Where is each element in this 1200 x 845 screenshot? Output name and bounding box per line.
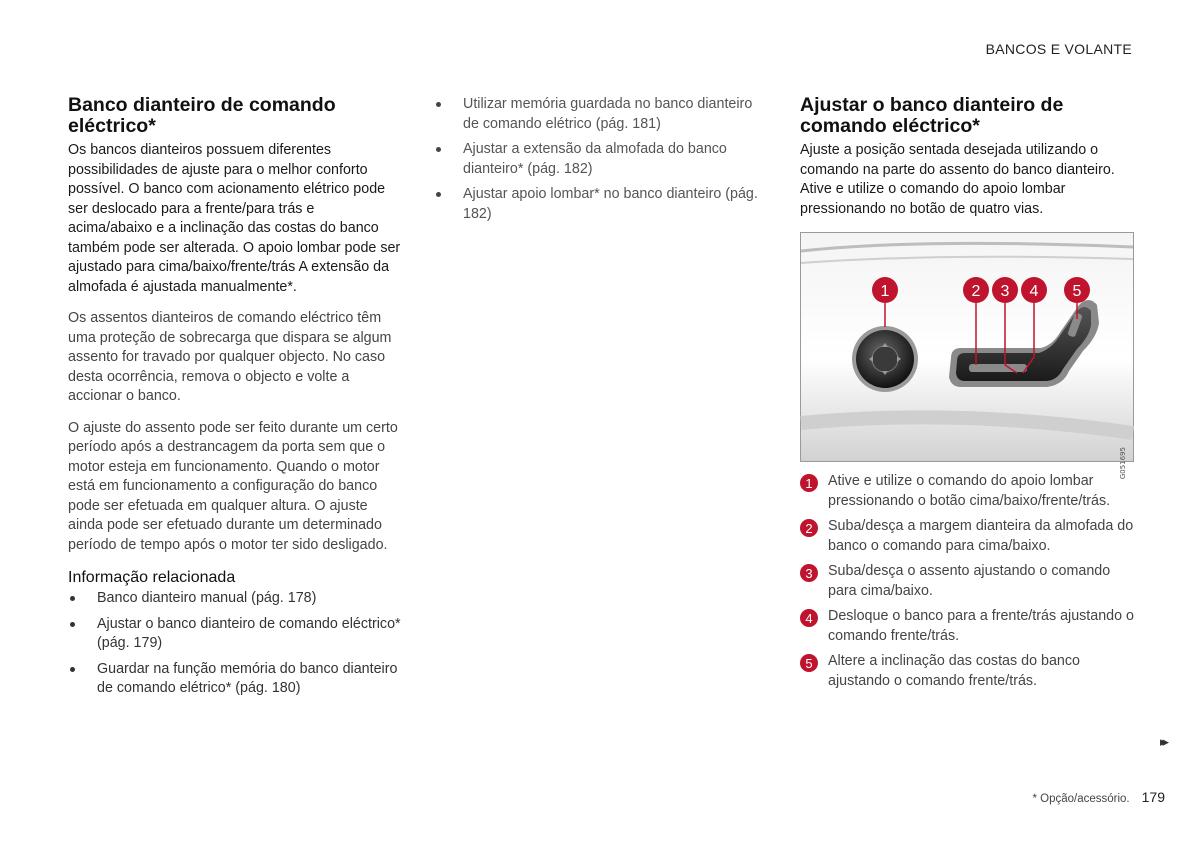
callout-3	[992, 277, 1018, 303]
related-info-list-continued	[434, 95, 770, 224]
middle-column	[434, 95, 770, 230]
related-link[interactable]: Guardar na função memória do banco dianteiro de comando elétrico* (pág. 180)	[68, 660, 402, 699]
related-info-heading: Informação relacionada	[68, 569, 236, 586]
section-title: Banco dianteiro de comando eléctrico*	[68, 94, 336, 137]
svg-text:5: 5	[1072, 283, 1082, 300]
callout-5	[1064, 277, 1090, 303]
intro-paragraph: Os bancos dianteiros possuem diferentes possibilidades de ajuste para o melhor conforto possível. O banco com acionamento elétrico pode ser deslocado para a frente/para trás e acima/abaixo e a inclinação das costas do banco também pode ser alterada. O apoio lombar pode ser ajustado para cima/baixo/frente/trás A extensão da almofada é ajustada manualmente*.	[68, 142, 401, 295]
right-column	[800, 95, 1134, 697]
bullet-icon	[436, 147, 441, 152]
adjust-seat-title: Ajustar o banco dianteiro de comando eléctrico*	[800, 94, 1064, 137]
number-1-icon	[800, 474, 818, 492]
related-link[interactable]: Ajustar apoio lombar* no banco dianteiro (pág. 182)	[434, 185, 770, 224]
svg-text:4: 4	[805, 611, 813, 626]
svg-text:3: 3	[1000, 283, 1010, 300]
overload-paragraph: Os assentos dianteiros de comando eléctrico têm uma proteção de sobrecarga que dispara se algum assento for travado por qualquer objecto. No caso desta ocorrência, remova o objecto e volte a accionar o banco.	[68, 310, 392, 404]
svg-text:4: 4	[1029, 283, 1039, 300]
step-item: 4 Desloque o banco para a frente/trás ajustando o comando frente/trás.	[800, 607, 1134, 646]
number-4-icon	[800, 609, 818, 627]
double-arrow-right-icon[interactable]: ▸▸	[1159, 734, 1165, 749]
step-item: 5 Altere a inclinação das costas do banco ajustando o comando frente/trás.	[800, 652, 1134, 691]
svg-text:1: 1	[880, 283, 890, 300]
callout-4	[1021, 277, 1047, 303]
callout-1	[872, 277, 898, 303]
seat-controls-illustration	[800, 232, 1134, 480]
related-link[interactable]: Ajustar a extensão da almofada do banco dianteiro* (pág. 182)	[434, 140, 770, 179]
related-link[interactable]: Ajustar o banco dianteiro de comando eléctrico* (pág. 179)	[68, 615, 402, 654]
bullet-icon	[436, 192, 441, 197]
step-item: 3 Suba/desça o assento ajustando o comando para cima/baixo.	[800, 562, 1134, 601]
adjustment-steps-list	[800, 472, 1134, 691]
number-2-icon	[800, 519, 818, 537]
related-link[interactable]: Banco dianteiro manual (pág. 178)	[68, 589, 402, 609]
step-item: 1 Ative e utilize o comando do apoio lombar pressionando o botão cima/baixo/frente/trás.	[800, 472, 1134, 511]
svg-text:2: 2	[805, 521, 813, 536]
page-footer	[1032, 789, 1165, 805]
left-column	[68, 95, 402, 705]
related-info-list	[68, 589, 402, 699]
section-header: BANCOS E VOLANTE	[985, 41, 1132, 57]
bullet-icon	[70, 667, 75, 672]
bullet-icon	[70, 596, 75, 601]
figure-code: G051695	[1119, 447, 1127, 480]
number-3-icon	[800, 564, 818, 582]
seat-controls-drawing	[801, 233, 1133, 461]
bullet-icon	[70, 622, 75, 627]
footnote: * Opção/acessório.	[1032, 793, 1130, 805]
svg-text:3: 3	[805, 566, 813, 581]
bullet-icon	[436, 102, 441, 107]
page-number: 179	[1141, 789, 1165, 805]
svg-text:5: 5	[805, 656, 813, 671]
related-link[interactable]: Utilizar memória guardada no banco dianteiro de comando elétrico (pág. 181)	[434, 95, 770, 134]
number-5-icon	[800, 654, 818, 672]
svg-text:2: 2	[971, 283, 981, 300]
adjust-intro-paragraph: Ajuste a posição sentada desejada utilizando o comando na parte do assento do banco dianteiro. Ative e utilize o comando do apoio lombar pressionando no botão de quatro vias.	[800, 142, 1115, 217]
timing-paragraph: O ajuste do assento pode ser feito durante um certo período após a destrancagem da porta sem que o motor esteja em funcionamento. Quando o motor está em funcionamento a configuração do banco pode ser efetuada em qualquer altura. O ajuste ainda pode ser efetuado durante um determinado período de tempo após o motor ter sido desligado.	[68, 419, 398, 553]
svg-text:1: 1	[805, 476, 813, 491]
callout-2	[963, 277, 989, 303]
step-item: 2 Suba/desça a margem dianteira da almofada do banco o comando para cima/baixo.	[800, 517, 1134, 556]
